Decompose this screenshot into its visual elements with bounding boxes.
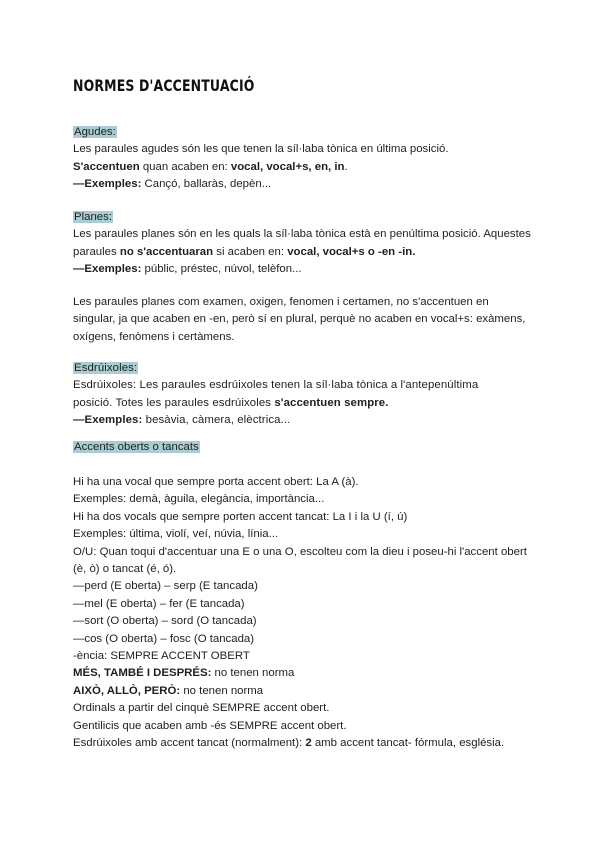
ordinals-line: Ordinals a partir del cinquè SEMPRE accent obert.: [73, 702, 330, 715]
aixo-allo-pero-line: AIXÒ, ALLÒ, PERÒ: no tenen norma: [73, 684, 264, 697]
esdruixoles-rule: posició. Totes les paraules esdrúixoles s'accentuen sempre.: [73, 396, 389, 409]
accent-line: O/U: Quan toqui d'accentuar una E o una O, escolteu com la dieu i poseu-hi l'accent obert: [73, 545, 527, 558]
esdruixoles-examples: —Exemples: besàvia, càmera, elèctrica...: [73, 414, 291, 427]
accent-line: (è, ò) o tancat (é, ó).: [73, 563, 177, 576]
mes-tambe-despres-line: MÉS, TAMBÉ I DESPRÉS: no tenen norma: [73, 667, 295, 680]
gentilicis-line: Gentilicis que acaben amb -és SEMPRE accent obert.: [73, 719, 347, 732]
page-title: NORMES D'ACCENTUACIÓ: [73, 76, 255, 95]
accent-line: Exemples: última, violí, veí, núvia, línia...: [73, 528, 279, 541]
agudes-examples: —Exemples: Cançó, ballaràs, depèn...: [73, 178, 272, 191]
heading-esdruixoles: Esdrúixoles:: [74, 362, 138, 374]
agudes-definition: Les paraules agudes són les que tenen la síl·laba tònica en última posició.: [73, 143, 449, 156]
accent-line: —perd (E oberta) – serp (E tancada): [73, 580, 258, 593]
planes-rule: paraules no s'accentuaran si acaben en: vocal, vocal+s o -en -in.: [73, 245, 416, 258]
accent-line: —cos (O oberta) – fosc (O tancada): [73, 632, 255, 645]
planes-examples: —Exemples: públic, préstec, núvol, telèfon...: [73, 263, 302, 276]
esdruixoles-definition: Esdrúixoles: Les paraules esdrúixoles tenen la síl·laba tònica a l'antepenúltima: [73, 379, 479, 392]
accent-line: —mel (E oberta) – fer (E tancada): [73, 597, 245, 610]
section-agudes: [73, 124, 543, 194]
accents-body: [73, 474, 543, 753]
heading-agudes: Agudes:: [74, 126, 116, 138]
section-accents: [73, 439, 543, 456]
section-planes: [73, 209, 543, 279]
heading-accents: Accents oberts o tancats: [74, 441, 199, 453]
agudes-rule: S'accentuen quan acaben en: vocal, vocal+s, en, in.: [73, 160, 348, 173]
accent-line: Hi ha una vocal que sempre porta accent obert: La A (à).: [73, 476, 359, 488]
accent-line: Exemples: demà, àguila, elegància, importància...: [73, 493, 325, 506]
section-esdruixoles: [73, 360, 543, 430]
heading-planes: Planes:: [74, 211, 112, 223]
planes-note: Les paraules planes com examen, oxigen, fenomen i certamen, no s'accentuen en singular, ja que acaben en -en, però sí en plural, perquè no acaben en vocal+s: exàmens, oxígens, fenòmens i certàmens.: [73, 296, 526, 343]
esdruixoles-tancat-line: Esdrúixoles amb accent tancat (normalment): 2 amb accent tancat- fórmula, església.: [73, 737, 505, 750]
planes-definition: Les paraules planes són en les quals la síl·laba tònica està en penúltima posició. Aquestes: [73, 228, 531, 241]
accent-line: Hi ha dos vocals que sempre porten accent tancat: La I i la U (í, ú): [73, 510, 408, 523]
accent-line: -ència: SEMPRE ACCENT OBERT: [73, 650, 250, 663]
accent-line: —sort (O oberta) – sord (O tancada): [73, 615, 257, 628]
